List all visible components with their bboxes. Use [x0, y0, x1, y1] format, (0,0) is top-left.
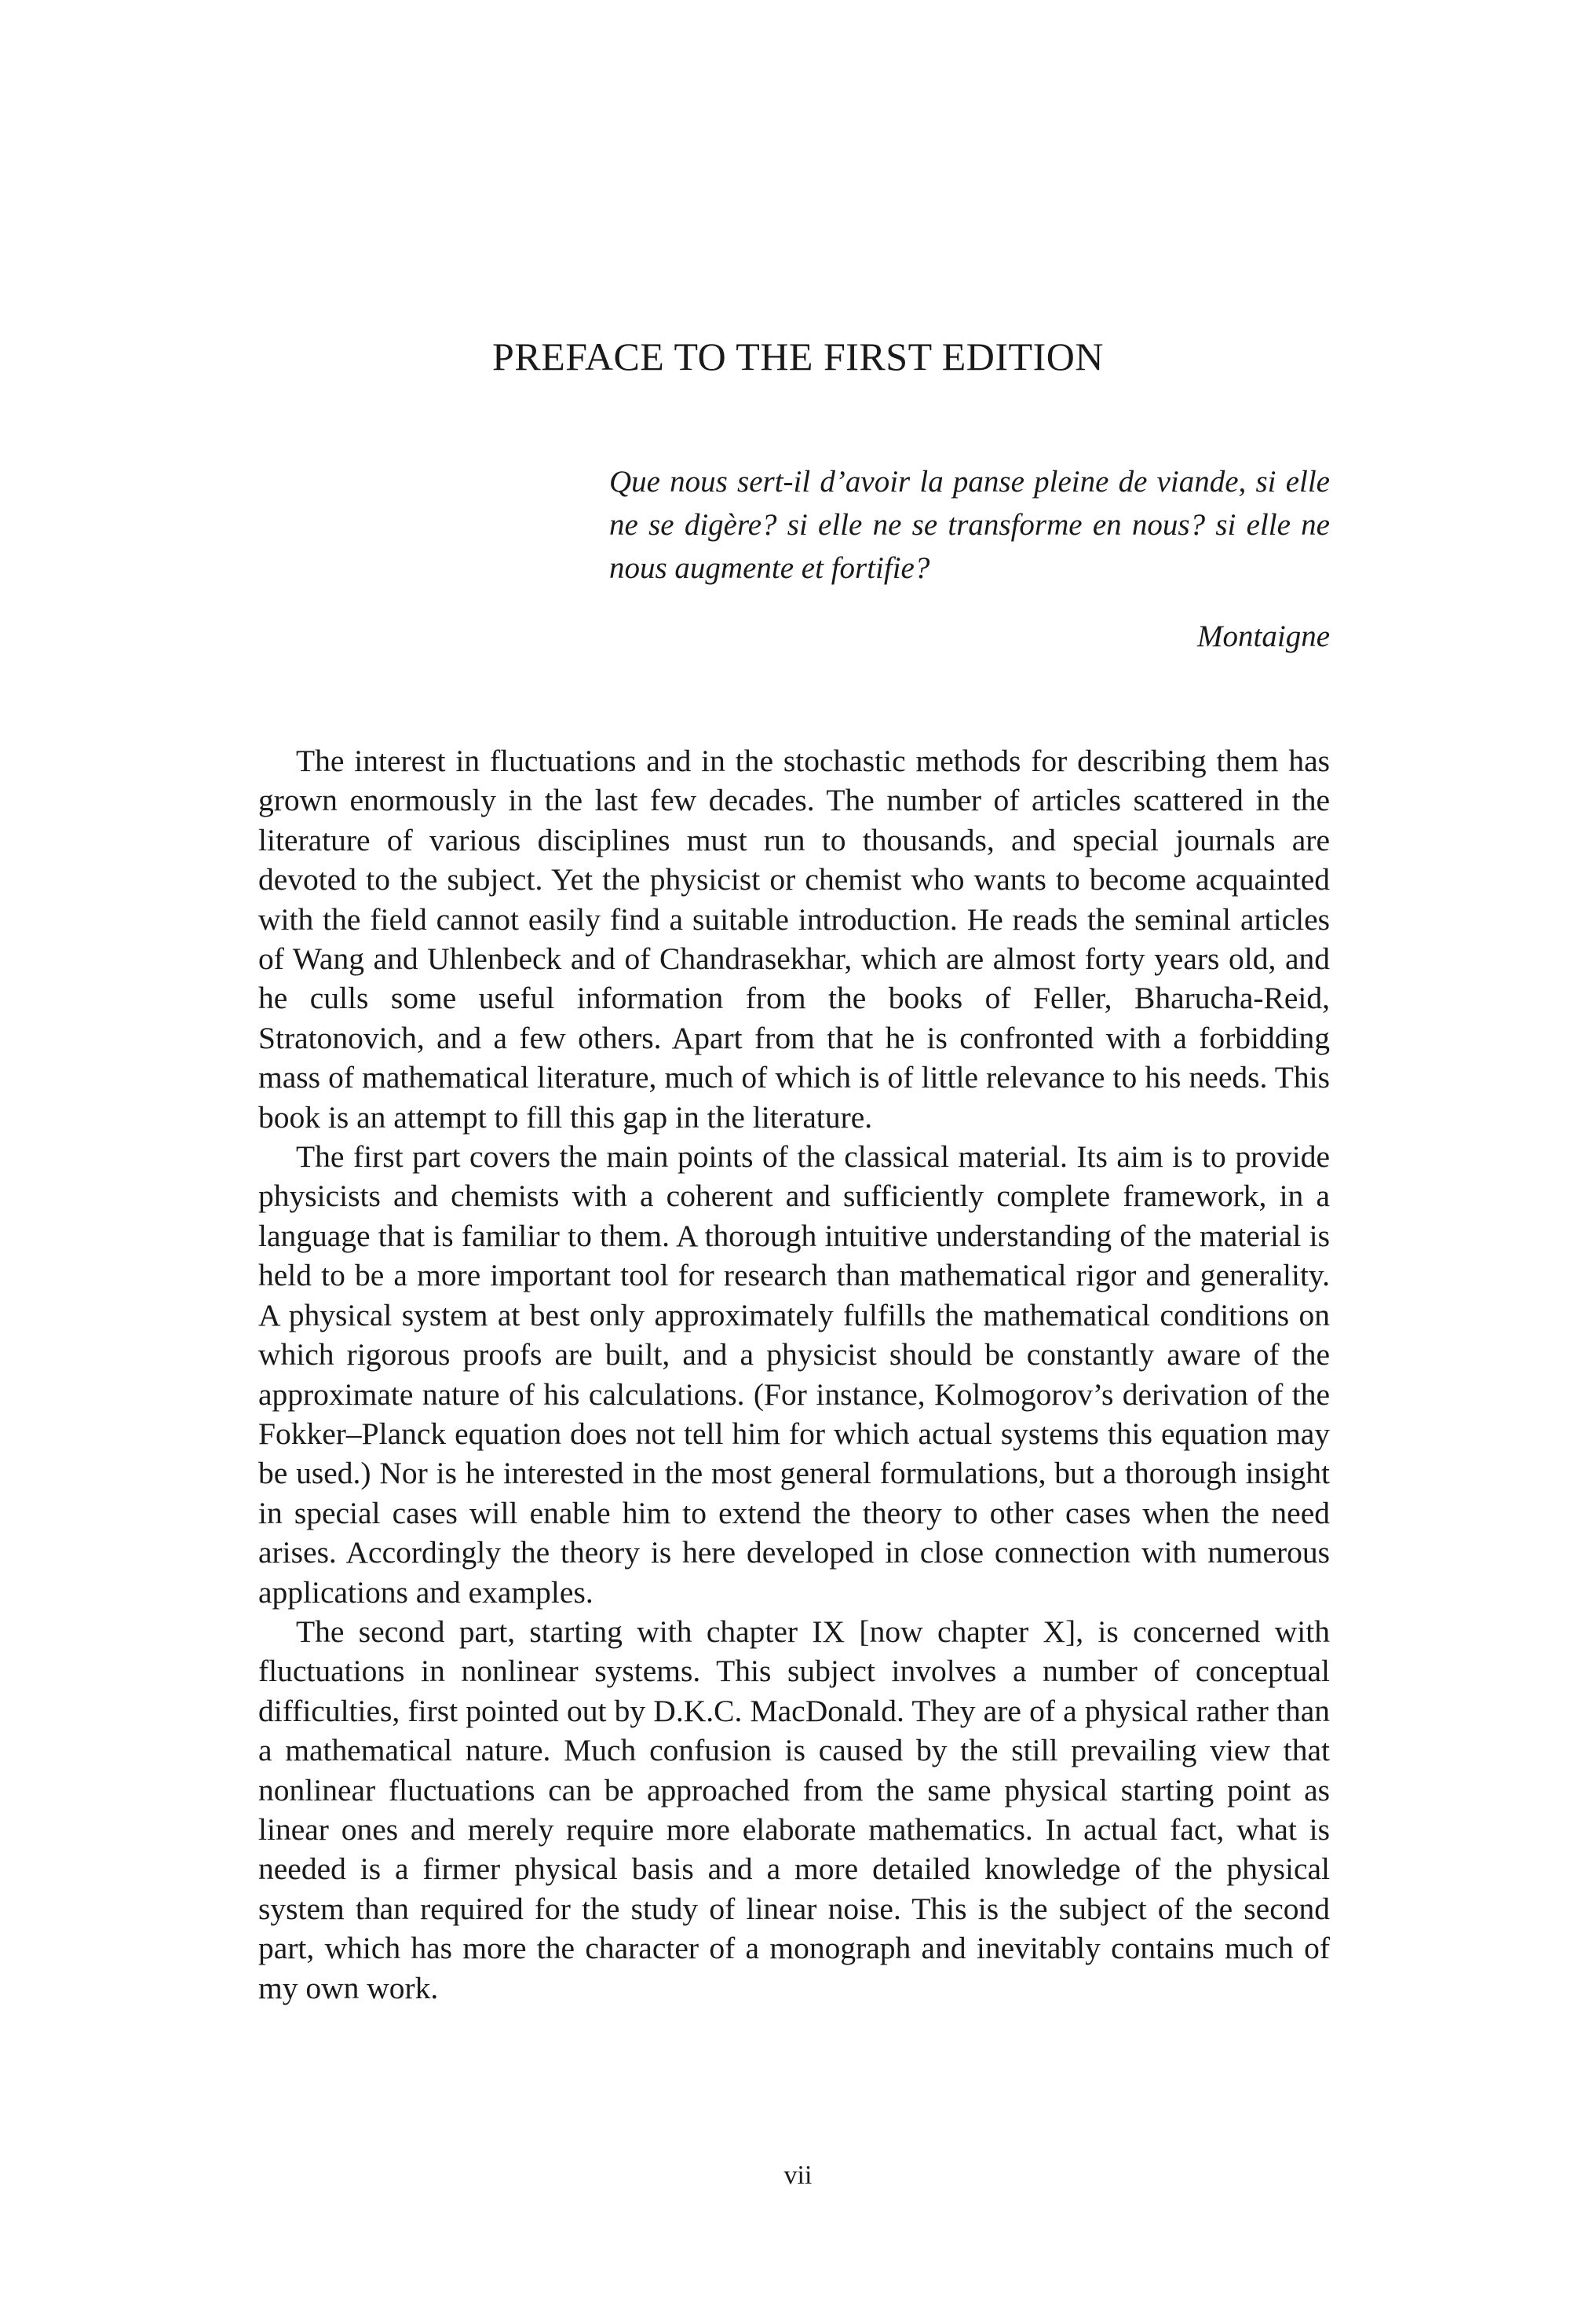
epigraph-attribution: Montaigne — [1197, 620, 1330, 653]
epigraph-quote: Que nous sert-il d’avoir la panse pleine de viande, si elle ne se digère? si elle ne se transforme en nous? si elle ne nous augmente et fortifie? — [609, 465, 1330, 585]
body-paragraph: The second part, starting with chapter IX [now chapter X], is concerned with fluctuations in nonlinear systems. This subject involves a number of conceptual difficulties, first pointed out by D.K.C. MacDonald. They are of a physical rather than a mathematical nature. Much confusion is caused by the still prevailing view that nonlinear fluctuations can be approached from the same physical starting point as linear ones and merely require more elaborate mathematics. In actual fact, what is needed is a firmer physical basis and a more detailed knowledge of the physical system than required for the study of linear noise. This is the subject of the second part, which has more the character of a monograph and inevitably contains much of my own work. — [258, 1614, 1330, 2005]
page-title: PREFACE TO THE FIRST EDITION — [492, 334, 1104, 378]
body-paragraph: The first part covers the main points of the classical material. Its aim is to provide physicists and chemists with a coherent and sufficiently complete framework, in a language that is familiar to them. A thorough intuitive understanding of the material is held to be a more important tool for research than mathematical rigor and generality. A physical system at best only approximately fulfills the mathematical conditions on which rigorous proofs are built, and a physicist should be constantly aware of the approximate nature of his calculations. (For instance, Kolmogorov’s derivation of the Fokker–Planck equation does not tell him for which actual systems this equation may be used.) Nor is he interested in the most general formulations, but a thorough insight in special cases will enable him to extend the theory to other cases when the need arises. Accordingly the theory is here developed in close connection with numerous applications and examples. — [258, 1139, 1330, 1610]
body-paragraph: The interest in fluctuations and in the stochastic methods for describing them has grown enormously in the last few decades. The number of articles scattered in the literature of various disciplines must run to thousands, and special journals are devoted to the subject. Yet the physicist or chemist who wants to become acquainted with the field cannot easily find a suitable introduction. He reads the seminal articles of Wang and Uhlenbeck and of Chandrasekhar, which are almost forty years old, and he culls some useful information from the books of Feller, Bharucha-Reid, Stratonovich, and a few others. Apart from that he is confronted with a forbidding mass of mathematical literature, much of which is of little relevance to his needs. This book is an attempt to fill this gap in the literature. — [258, 744, 1330, 1135]
preface-body — [258, 741, 1330, 2008]
page-number: vii — [783, 2161, 813, 2190]
